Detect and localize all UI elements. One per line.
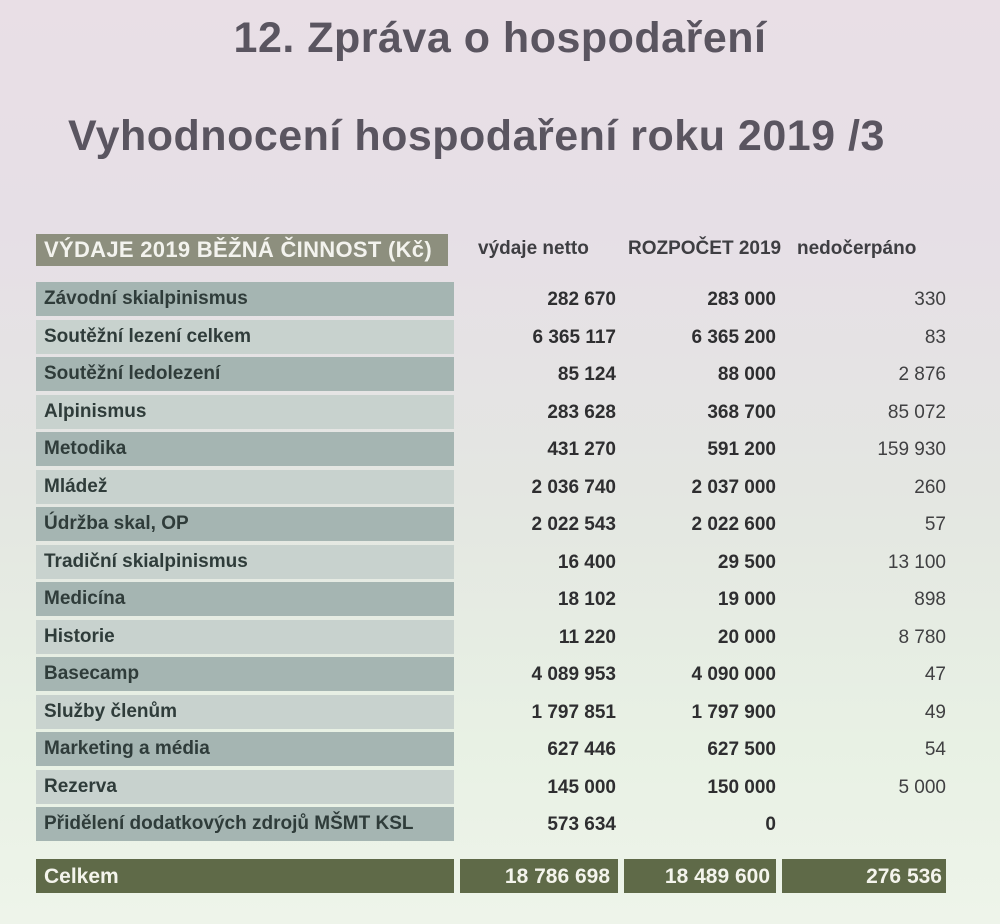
cell-remaining: 8 780: [898, 626, 946, 648]
table-row: [36, 769, 946, 807]
cell-budget: 4 090 000: [691, 664, 776, 685]
cell-netto: 145 000: [547, 776, 616, 798]
cell-budget: 6 365 200: [691, 326, 776, 348]
cell-budget: 368 700: [707, 401, 776, 423]
cell-netto: 283 628: [547, 401, 616, 423]
cell-netto: 2 036 740: [531, 476, 616, 498]
row-label: Medicína: [36, 582, 454, 616]
row-label: Rezerva: [36, 770, 454, 804]
cell-netto: 18 102: [557, 589, 616, 610]
cell-budget: 1 797 900: [691, 701, 776, 723]
page-subtitle: Vyhodnocení hospodaření roku 2019 /3: [68, 112, 885, 160]
cell-remaining: 57: [924, 514, 946, 535]
cell-netto: 627 446: [547, 739, 616, 760]
cell-remaining: 159 930: [877, 439, 946, 460]
cell-netto: 4 089 953: [531, 664, 616, 685]
row-label: Údržba skal, OP: [36, 507, 454, 541]
table-row: [36, 656, 946, 694]
cell-remaining: 49: [924, 701, 946, 723]
cell-netto: 2 022 543: [531, 514, 616, 535]
cell-remaining: 5 000: [898, 776, 946, 798]
table-row: [36, 356, 946, 394]
row-label: Soutěžní ledolezení: [36, 357, 454, 391]
cell-budget: 20 000: [717, 626, 776, 648]
row-label: Alpinismus: [36, 395, 454, 429]
row-label: Historie: [36, 620, 454, 654]
table-row: [36, 431, 946, 469]
cell-budget: 627 500: [707, 739, 776, 760]
table-total-row: [36, 859, 946, 893]
page-title: 12. Zpráva o hospodaření: [233, 14, 767, 62]
cell-budget: 88 000: [717, 364, 776, 385]
cell-netto: 16 400: [557, 551, 616, 573]
expense-table-body: [36, 281, 946, 844]
cell-remaining: 898: [914, 589, 946, 610]
total-budget: 18 489 600: [624, 859, 776, 893]
cell-netto: 282 670: [547, 289, 616, 310]
column-header-remaining: nedočerpáno: [797, 238, 917, 259]
cell-budget: 19 000: [717, 589, 776, 610]
column-header-budget: ROZPOČET 2019: [628, 238, 782, 259]
table-row: [36, 731, 946, 769]
table-row: [36, 544, 946, 582]
cell-remaining: 83: [924, 326, 946, 348]
row-label: Basecamp: [36, 657, 454, 691]
row-label: Služby členům: [36, 695, 454, 729]
cell-netto: 1 797 851: [531, 701, 616, 723]
cell-budget: 591 200: [707, 439, 776, 460]
row-label: Marketing a média: [36, 732, 454, 766]
cell-budget: 0: [765, 814, 776, 835]
table-row: [36, 506, 946, 544]
cell-remaining: 330: [914, 289, 946, 310]
row-label: Soutěžní lezení celkem: [36, 320, 454, 354]
cell-budget: 2 037 000: [691, 476, 776, 498]
cell-netto: 11 220: [558, 626, 616, 648]
cell-remaining: 13 100: [887, 551, 946, 573]
cell-netto: 573 634: [547, 814, 616, 835]
total-remaining: 276 536: [782, 859, 946, 893]
row-label: Mládež: [36, 470, 454, 504]
table-header-label: VÝDAJE 2019 BĚŽNÁ ČINNOST (Kč): [36, 234, 448, 266]
table-row: [36, 469, 946, 507]
cell-remaining: 2 876: [898, 364, 946, 385]
cell-netto: 85 124: [557, 364, 616, 385]
cell-budget: 2 022 600: [691, 514, 776, 535]
row-label: Metodika: [36, 432, 454, 466]
cell-netto: 431 270: [547, 439, 616, 460]
cell-budget: 29 500: [717, 551, 776, 573]
table-row: [36, 694, 946, 732]
total-label: Celkem: [36, 859, 454, 893]
table-row: [36, 281, 946, 319]
cell-budget: 283 000: [707, 289, 776, 310]
total-netto: 18 786 698: [460, 859, 618, 893]
cell-remaining: 260: [914, 476, 946, 498]
table-row: [36, 319, 946, 357]
row-label: Přidělení dodatkových zdrojů MŠMT KSL: [36, 807, 454, 841]
cell-remaining: 47: [924, 664, 946, 685]
cell-remaining: 54: [924, 739, 946, 760]
table-row: [36, 394, 946, 432]
cell-budget: 150 000: [707, 776, 776, 798]
table-row: [36, 619, 946, 657]
column-header-netto: výdaje netto: [478, 238, 589, 259]
table-row: [36, 806, 946, 844]
cell-netto: 6 365 117: [532, 326, 616, 348]
row-label: Tradiční skialpinismus: [36, 545, 454, 579]
table-row: [36, 581, 946, 619]
row-label: Závodní skialpinismus: [36, 282, 454, 316]
cell-remaining: 85 072: [887, 401, 946, 423]
